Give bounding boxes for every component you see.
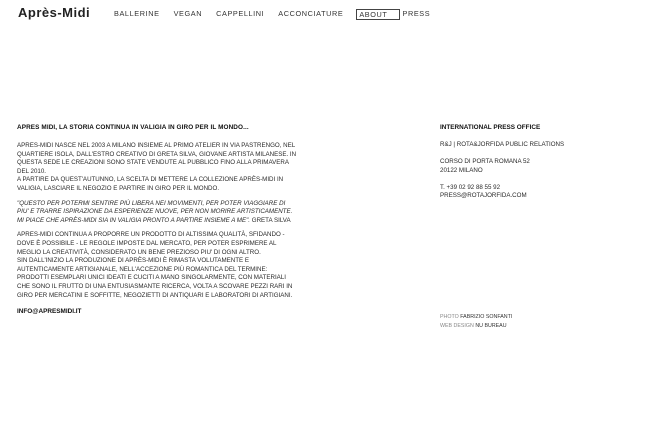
nav-item-press[interactable]: PRESS bbox=[402, 9, 431, 18]
site-logo[interactable]: Après-Midi bbox=[18, 5, 91, 20]
photo-credit-value: FABRIZIO SONFANTI bbox=[460, 314, 513, 320]
press-email-link[interactable]: PRESS@ROTAJORFIDA.COM bbox=[440, 192, 527, 200]
press-section bbox=[440, 124, 640, 200]
contact-email-link[interactable]: INFO@APRESMIDI.IT bbox=[17, 308, 82, 316]
about-paragraph: APRES-MIDI CONTINUA A PROPORRE UN PRODOTTO DI ALTISSIMA QUALITÀ, SFIDANDO - DOVE È POSSIBILE - LE REGOLE IMPOSTE DAL MERCATO, PER POTER ESPRIMERE AL MEGLIO LA CREATIVITÀ, CONSIDERATO UN BENE PREZIOSO PIU' DI OGNI ALTRO. bbox=[17, 231, 285, 256]
press-title: INTERNATIONAL PRESS OFFICE bbox=[440, 124, 541, 131]
about-paragraph: A PARTIRE DA QUEST'AUTUNNO, LA SCELTA DI METTERE LA COLLEZIONE APRÈS-MIDI IN VALIGIA, LASCIARE IL NEGOZIO E PARTIRE IN GIRO PER IL MONDO. bbox=[17, 176, 284, 192]
about-section bbox=[17, 124, 297, 318]
credits bbox=[440, 313, 512, 331]
nav-item-vegan[interactable]: VEGAN bbox=[173, 9, 203, 18]
press-address-line: CORSO DI PORTA ROMANA 52 bbox=[440, 158, 530, 166]
press-phone: T. +39 02 92 88 55 92 bbox=[440, 183, 501, 191]
photo-credit-label: PHOTO bbox=[440, 314, 459, 320]
nav-item-cappellini[interactable]: CAPPELLINI bbox=[216, 9, 265, 18]
photo-credit bbox=[440, 313, 512, 322]
nav-item-about[interactable]: ABOUT bbox=[356, 9, 400, 20]
quote-author: GRETA SILVA bbox=[251, 216, 291, 224]
press-agency: R&J | ROTA&JORFIDA PUBLIC RELATIONS bbox=[440, 141, 565, 148]
design-credit bbox=[440, 322, 512, 331]
nav-item-acconciature[interactable]: ACCONCIATURE bbox=[278, 9, 344, 18]
quote-block bbox=[17, 200, 297, 226]
nav-item-ballerine[interactable]: BALLERINE bbox=[114, 9, 160, 18]
design-credit-label: WEB DESIGN bbox=[440, 323, 474, 329]
about-title: APRES MIDI, LA STORIA CONTINUA IN VALIGIA IN GIRO PER IL MONDO... bbox=[17, 124, 249, 131]
design-credit-value[interactable]: NU BUREAU bbox=[475, 323, 507, 329]
main-nav bbox=[113, 9, 443, 20]
press-address-line: 20122 MILANO bbox=[440, 166, 483, 174]
quote-text: "QUESTO PER POTERMI SENTIRE PIÙ LIBERA NEI MOVIMENTI, PER POTER VIAGGIARE DI PIU' E TRARRE ISPIRAZIONE DA ESPERIENZE NUOVE, PER NON MORIRE ARTISTICAMENTE. MI PIACE CHE APRÈS-MIDI SIA IN VALIGIA PRONTO A PARTIRE INSIEME A ME". bbox=[17, 199, 293, 224]
about-paragraph: APRES-MIDI NASCE NEL 2003 A MILANO INSIEME AL PRIMO ATELIER IN VIA PASTRENGO, NEL QUARTIERE ISOLA, DALL'ESTRO CREATIVO DI GRETA SILVA, GIOVANE ARTISTA MILANESE. IN QUESTA SEDE LE CREAZIONI SONO STATE VENDUTE AL PUBBLICO FINO ALLA PRIMAVERA DEL 2010. bbox=[17, 142, 297, 175]
about-paragraph: SIN DALL'INIZIO LA PRODUZIONE DI APRÈS-MIDI È RIMASTA VOLUTAMENTE E AUTENTICAMENTE ARTIGIANALE, NELL'ACCEZIONE PIÙ ROMANTICA DEL TERMINE: PRODOTTI ESEMPLARI UNICI IDEATI E CUCITI A MANO SINGOLARMENTE, CON MATERIALI CHE SONO IL FRUTTO DI UNA ENTUSIASMANTE RICERCA, VOLTA A SCOVARE PEZZI RARI IN GIRO PER MERCATINI E SOFFITTE, NEGOZIETTI DI ANTIQUARI E LABORATORI DI ARTIGIANI. bbox=[17, 257, 293, 299]
